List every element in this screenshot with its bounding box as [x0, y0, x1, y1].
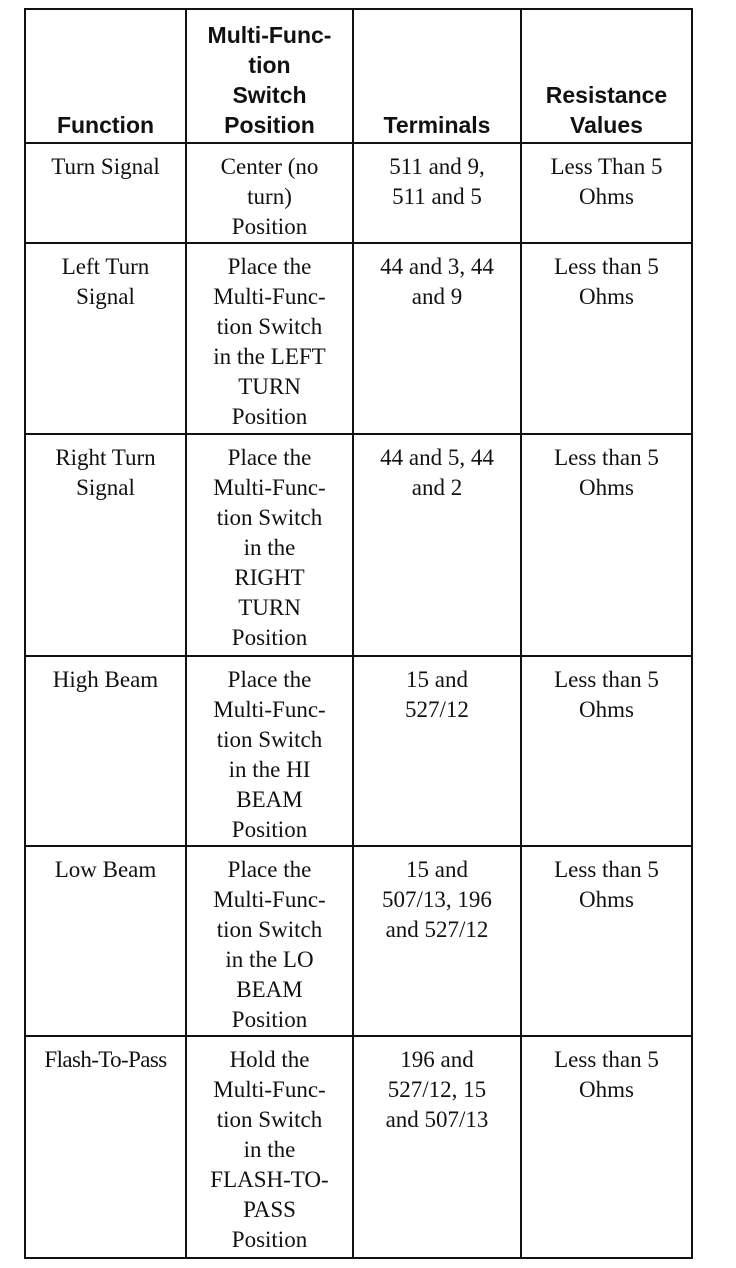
cell-position: Place the Multi-Func- tion Switch in the LO BEAM Position	[186, 846, 353, 1036]
cell-terminals: 44 and 5, 44 and 2	[353, 434, 521, 656]
cell-function: Left Turn Signal	[25, 243, 186, 434]
cell-function: High Beam	[25, 656, 186, 846]
cell-resistance: Less than 5 Ohms	[521, 1036, 692, 1258]
table-row	[25, 846, 692, 1036]
cell-resistance: Less than 5 Ohms	[521, 434, 692, 656]
header-switch-position: Multi-Func- tion Switch Position	[186, 9, 353, 143]
cell-resistance: Less Than 5 Ohms	[521, 143, 692, 243]
cell-position: Center (no turn) Position	[186, 143, 353, 243]
table-header-row	[25, 9, 692, 143]
header-function: Function	[25, 9, 186, 143]
header-terminals: Terminals	[353, 9, 521, 143]
cell-function: Low Beam	[25, 846, 186, 1036]
table-row	[25, 143, 692, 243]
table-row	[25, 1036, 692, 1258]
cell-terminals: 15 and 507/13, 196 and 527/12	[353, 846, 521, 1036]
multi-function-switch-resistance-table	[24, 8, 693, 1259]
cell-terminals: 511 and 9, 511 and 5	[353, 143, 521, 243]
header-resistance-values: Resistance Values	[521, 9, 692, 143]
cell-position: Place the Multi-Func- tion Switch in the RIGHT TURN Position	[186, 434, 353, 656]
cell-resistance: Less than 5 Ohms	[521, 846, 692, 1036]
cell-resistance: Less than 5 Ohms	[521, 243, 692, 434]
cell-function: Flash-To-Pass	[25, 1036, 186, 1258]
table-row	[25, 434, 692, 656]
cell-position: Place the Multi-Func- tion Switch in the LEFT TURN Position	[186, 243, 353, 434]
table-row	[25, 243, 692, 434]
cell-terminals: 44 and 3, 44 and 9	[353, 243, 521, 434]
cell-function: Right Turn Signal	[25, 434, 186, 656]
cell-position: Place the Multi-Func- tion Switch in the HI BEAM Position	[186, 656, 353, 846]
cell-terminals: 15 and 527/12	[353, 656, 521, 846]
cell-function: Turn Signal	[25, 143, 186, 243]
cell-position: Hold the Multi-Func- tion Switch in the FLASH-TO- PASS Position	[186, 1036, 353, 1258]
cell-resistance: Less than 5 Ohms	[521, 656, 692, 846]
cell-terminals: 196 and 527/12, 15 and 507/13	[353, 1036, 521, 1258]
table-row	[25, 656, 692, 846]
